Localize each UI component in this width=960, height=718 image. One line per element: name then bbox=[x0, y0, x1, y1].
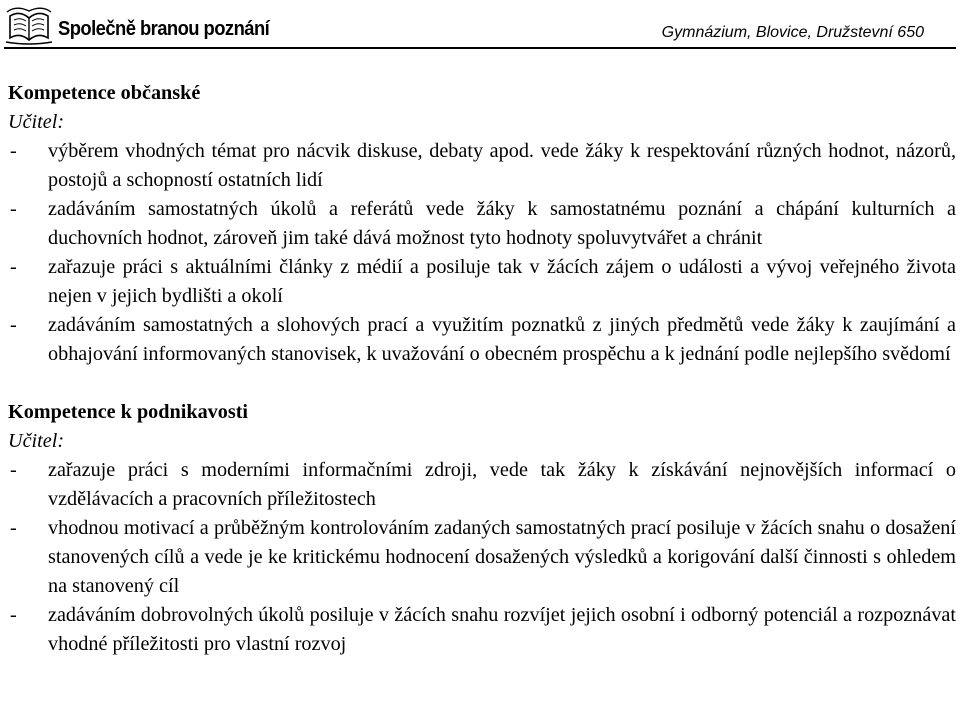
header-title: Společně branou poznání bbox=[58, 18, 270, 40]
list-item: - zadáváním samostatných úkolů a referátů vede žáky k samostatnému poznání a chápání kulturních a duchovních hodnot, zároveň jim také dává možnost tyto hodnoty spoluvytvářet a chránit bbox=[8, 195, 956, 253]
section-title: Kompetence občanské bbox=[8, 82, 201, 104]
section-entrepreneurship bbox=[8, 398, 956, 659]
open-book-icon bbox=[4, 2, 54, 46]
competence-list bbox=[8, 137, 956, 369]
list-item: - zadáváním samostatných a slohových prací a využitím poznatků z jiných předmětů vede žáky k zaujímání a obhajování informovaných stanovisek, k uvažování o obecném prospěchu a k jednání podle nejlepšího svědomí bbox=[8, 311, 956, 369]
teacher-label: Učitel: bbox=[8, 430, 65, 452]
document-body bbox=[8, 79, 956, 659]
section-citizenship bbox=[8, 79, 956, 369]
list-item: - zařazuje práci s moderními informačními zdroji, vede tak žáky k získávání nejnovějších informací o vzdělávacích a pracovních příležitostech bbox=[8, 456, 956, 514]
list-item: - výběrem vhodných témat pro nácvik diskuse, debaty apod. vede žáky k respektování různých hodnot, názorů, postojů a schopností ostatních lidí bbox=[8, 137, 956, 195]
list-item: - vhodnou motivací a průběžným kontrolováním zadaných samostatných prací posiluje v žácích snahu o dosažení stanovených cílů a vede je ke kritickému hodnocení dosažených výsledků a korigování další činnosti s ohledem na stanovený cíl bbox=[8, 514, 956, 601]
page-header bbox=[0, 0, 960, 52]
section-spacer bbox=[8, 369, 956, 398]
teacher-label: Učitel: bbox=[8, 111, 65, 133]
list-item: - zadáváním dobrovolných úkolů posiluje v žácích snahu rozvíjet jejich osobní i odborný potenciál a rozpoznávat vhodné příležitosti pro vlastní rozvoj bbox=[8, 601, 956, 659]
competence-list bbox=[8, 456, 956, 659]
list-item: - zařazuje práci s aktuálními články z médií a posiluje tak v žácích zájem o události a vývoj veřejného života nejen v jejich bydlišti a okolí bbox=[8, 253, 956, 311]
section-title: Kompetence k podnikavosti bbox=[8, 401, 249, 423]
header-divider bbox=[4, 47, 956, 49]
school-name: Gymnázium, Blovice, Družstevní 650 bbox=[661, 24, 924, 41]
